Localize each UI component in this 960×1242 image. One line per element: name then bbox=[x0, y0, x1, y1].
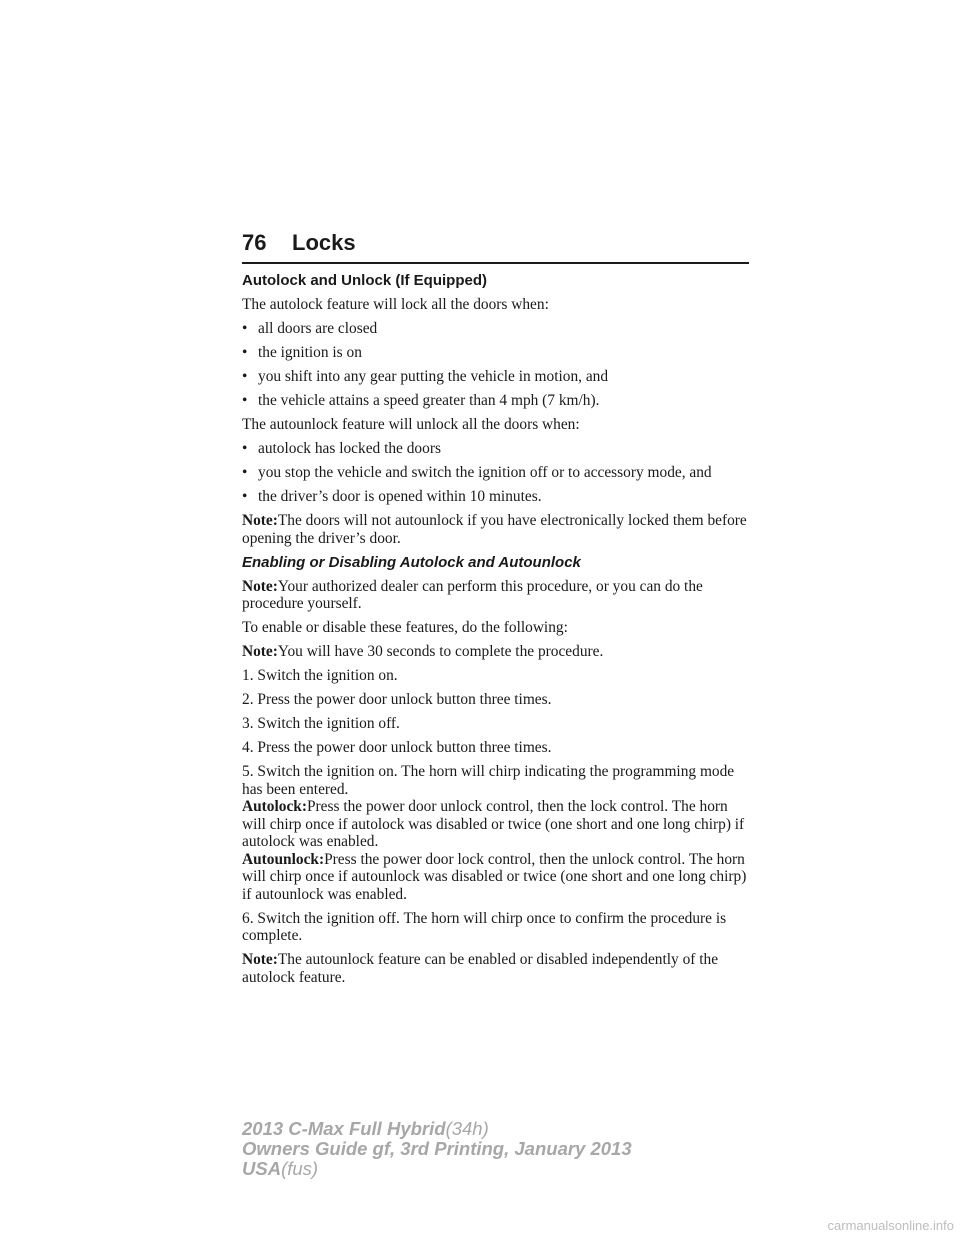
list-item: • you shift into any gear putting the vehicle in motion, and bbox=[242, 368, 609, 385]
heading-enabling: Enabling or Disabling Autolock and Autounlock bbox=[242, 553, 581, 571]
list-item: • autolock has locked the doors bbox=[242, 440, 441, 457]
enable-intro: To enable or disable these features, do the following: bbox=[242, 619, 568, 636]
footer-line-1: 2013 C-Max Full Hybrid(34h) bbox=[242, 1118, 489, 1139]
section-title: Locks bbox=[292, 230, 356, 255]
step-3: 3. Switch the ignition off. bbox=[242, 715, 400, 732]
list-item: • the vehicle attains a speed greater than 4 mph (7 km/h). bbox=[242, 392, 600, 409]
note-30-seconds: Note:You will have 30 seconds to complete the procedure. bbox=[242, 643, 604, 660]
list-item: • the driver’s door is opened within 10 minutes. bbox=[242, 488, 542, 505]
list-item: • you stop the vehicle and switch the ignition off or to accessory mode, and bbox=[242, 464, 712, 481]
step-6: 6. Switch the ignition off. The horn will chirp once to confirm the procedure is complete. bbox=[242, 909, 727, 944]
step-5: 5. Switch the ignition on. The horn will chirp indicating the programming mode has been entered. bbox=[242, 763, 735, 798]
autounlock-instruction: Autounlock:Press the power door lock control, then the unlock control. The horn will chirp once if autounlock was disabled or twice (one short and one long chirp) if autounlock was enabled. bbox=[242, 850, 747, 903]
autolock-intro: The autolock feature will lock all the doors when: bbox=[242, 296, 549, 313]
note-electronic-lock: Note:The doors will not autounlock if you have electronically locked them before opening the driver’s door. bbox=[242, 512, 747, 547]
autolock-instruction: Autolock:Press the power door unlock control, then the lock control. The horn will chirp once if autolock was disabled or twice (one short and one long chirp) if autolock was enabled. bbox=[242, 798, 745, 850]
page-footer bbox=[242, 1119, 632, 1179]
footer-line-3: USA(fus) bbox=[242, 1158, 319, 1179]
watermark: carmanualsonline.info bbox=[827, 1218, 954, 1233]
page-number: 76 bbox=[242, 230, 267, 255]
note-independent: Note:The autounlock feature can be enabled or disabled independently of the autolock feature. bbox=[242, 951, 719, 986]
autounlock-intro: The autounlock feature will unlock all the doors when: bbox=[242, 416, 580, 433]
list-item: • the ignition is on bbox=[242, 344, 362, 361]
step-1: 1. Switch the ignition on. bbox=[242, 667, 398, 684]
step-4: 4. Press the power door unlock button three times. bbox=[242, 739, 552, 756]
note-dealer: Note:Your authorized dealer can perform this procedure, or you can do the procedure yourself. bbox=[242, 577, 703, 612]
page-body bbox=[242, 272, 752, 993]
list-item: • all doors are closed bbox=[242, 320, 378, 337]
step-2: 2. Press the power door unlock button three times. bbox=[242, 691, 552, 708]
page-header bbox=[242, 230, 749, 264]
footer-line-2: Owners Guide gf, 3rd Printing, January 2013 bbox=[242, 1138, 632, 1159]
heading-autolock: Autolock and Unlock (If Equipped) bbox=[242, 272, 487, 289]
